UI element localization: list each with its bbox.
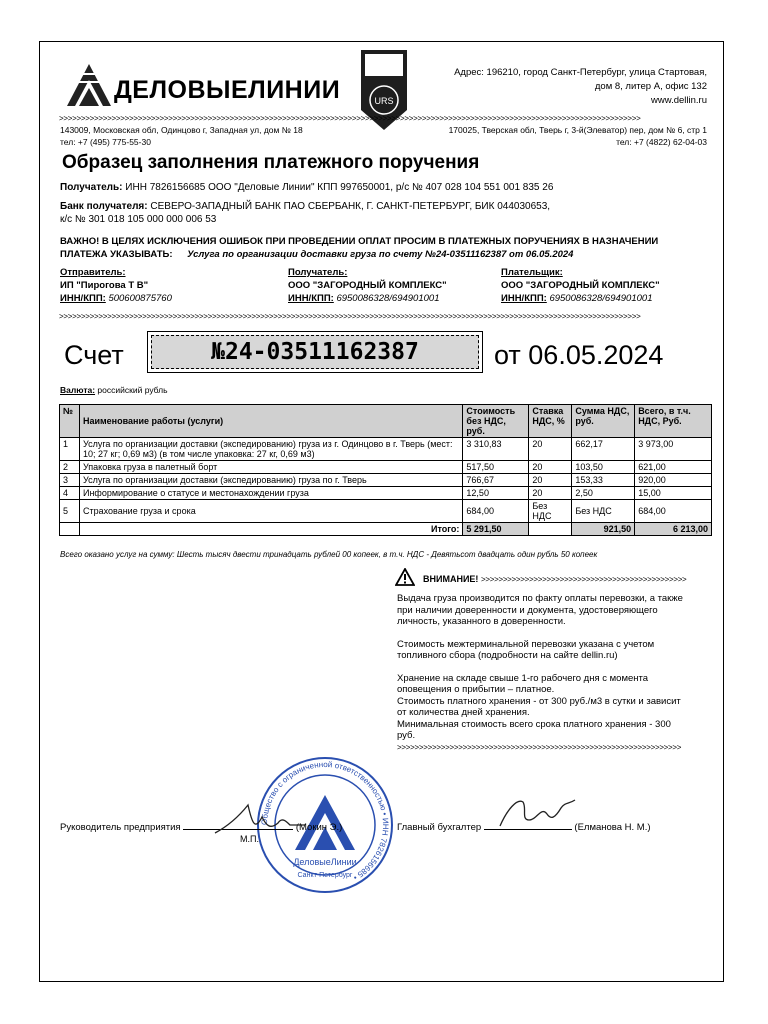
- cell-rate: 20: [529, 474, 572, 487]
- attention-header: [423, 574, 686, 584]
- invoice-date: от 06.05.2024: [494, 340, 664, 370]
- terminal-to-phone: тел: +7 (4822) 62-04-03: [616, 136, 707, 147]
- accountant-label: Главный бухгалтер: [397, 822, 482, 833]
- col-header: Всего, в т.ч. НДС, Руб.: [635, 405, 712, 438]
- col-header: Наименование работы (услуги): [79, 405, 462, 438]
- notice-line: ВАЖНО! В ЦЕЛЯХ ИСКЛЮЧЕНИЯ ОШИБОК ПРИ ПРОВЕДЕНИИ ОПЛАТ ПРОСИМ В ПЛАТЕЖНЫХ ПОРУЧЕНИЯХ В НАЗНАЧЕНИИ: [60, 236, 659, 247]
- accountant-signature-icon: [495, 790, 585, 838]
- cell-num: 2: [60, 461, 80, 474]
- website-link[interactable]: www.dellin.ru: [651, 95, 707, 106]
- separator-arrows: >>>>>>>>>>>>>>>>>>>>>>>>>>>>>>>>>>>>>>>>>>>>>>>>>>>>>>>>>>>>>>>>>: [397, 743, 682, 752]
- invoice-word: Счет: [64, 340, 124, 370]
- cell-service: Информирование о статусе и местонахождении груза: [79, 487, 462, 500]
- col-header: Стоимость без НДС, руб.: [463, 405, 529, 438]
- party-name: ООО "ЗАГОРОДНЫЙ КОМПЛЕКС": [501, 280, 660, 291]
- payment-purpose: Услуга по организации доставки груза по счету №24-03511162387 от 06.05.2024: [187, 249, 574, 260]
- attention-line: личность, указанного в доверенности.: [397, 616, 566, 627]
- currency-label: Валюта:: [60, 385, 96, 395]
- cell-total: 920,00: [635, 474, 712, 487]
- cell-total: 3 973,00: [635, 438, 712, 461]
- terminal-to-address: 170025, Тверская обл, Тверь г, 3-й(Элеватор) пер, дом № 6, стр 1: [448, 125, 707, 135]
- total-net: 5 291,50: [463, 523, 529, 536]
- cell-service: Услуга по организации доставки (экспедированию) груза из г. Одинцово в г. Тверь (мест: 10; 27 кг; 0,69 м3) (в том числе упаковка: 27 кг, 0,69 м3): [79, 438, 462, 461]
- accountant-name: (Елманова Н. М.): [574, 822, 651, 833]
- sum-in-words: Всего оказано услуг на сумму: Шесть тысяч двести тринадцать рублей 00 копеек, в т.ч. НДС - Девятьсот двадцать один рубль 50 копеек: [60, 550, 598, 559]
- attention-label: ВНИМАНИЕ!: [423, 574, 479, 584]
- cell-net: 517,50: [463, 461, 529, 474]
- recipient-details: ИНН 7826156685 ООО "Деловые Линии" КПП 997650001, р/с № 407 028 104 551 001 835 26: [125, 182, 554, 193]
- cell-net: 684,00: [463, 500, 529, 523]
- party-payer: [501, 266, 660, 305]
- col-header: Ставка НДС, %: [529, 405, 572, 438]
- brand-name: ДЕЛОВЫЕЛИНИИ: [114, 76, 341, 104]
- terminal-from-address: 143009, Московская обл, Одинцово г, Западная ул, дом № 18: [60, 125, 303, 135]
- cell-rate: 20: [529, 438, 572, 461]
- company-address: [454, 66, 707, 108]
- cell-net: 3 310,83: [463, 438, 529, 461]
- party-inn-label: ИНН/КПП:: [501, 293, 547, 304]
- stamp-text: Общество с ограниченной ответственностью • ИНН 7826156685 •: [259, 759, 391, 883]
- bank-block: [60, 200, 550, 226]
- services-table: [59, 404, 712, 536]
- attention-line: Минимальная стоимость всего срока платного хранения - 300: [397, 718, 671, 730]
- cell-rate: 20: [529, 487, 572, 500]
- page-title: Образец заполнения платежного поручения: [62, 152, 480, 173]
- total-label: Итого:: [79, 523, 462, 536]
- party-label: Отправитель:: [60, 267, 126, 278]
- cell-num: 4: [60, 487, 80, 500]
- stamp-brand: ДеловыеЛинии: [293, 857, 357, 867]
- col-header: Сумма НДС, руб.: [572, 405, 635, 438]
- cell-net: 766,67: [463, 474, 529, 487]
- address-line: дом 8, литер А, офис 132: [594, 81, 707, 92]
- party-name: ИП "Пирогова Т В": [60, 280, 149, 291]
- cell-net: 12,50: [463, 487, 529, 500]
- stamp-city: Санкт-Петербург: [297, 872, 353, 879]
- party-inn: 6950086328/694901001: [549, 293, 653, 304]
- attention-text: [397, 593, 683, 742]
- separator-arrows: >>>>>>>>>>>>>>>>>>>>>>>>>>>>>>>>>>>>>>>>>>>>>>>>>>>>>>>>>>>>>>>>>>>>>>>>>>>>>>>>>>>>>>>>>>>>>>>>>>>>>>>>>>>>>>>>>>>>>>>>>>>>>>>>>>>>>: [59, 312, 641, 321]
- table-row: [60, 461, 712, 474]
- attention-line: оповещения о прибытии – платное.: [397, 684, 555, 695]
- important-notice: [60, 235, 658, 261]
- invoice-number: №24-03511162387: [151, 335, 479, 369]
- attention-line: руб.: [397, 730, 416, 741]
- party-label: Получатель:: [288, 267, 348, 278]
- totals-row: [60, 523, 712, 536]
- bank-label: Банк получателя:: [60, 201, 148, 212]
- terminal-from: [60, 125, 303, 148]
- currency-line: [60, 385, 168, 395]
- bank-corr-account: к/с № 301 018 105 000 000 006 53: [60, 214, 217, 225]
- cell-service: Упаковка груза в палетный борт: [79, 461, 462, 474]
- currency-value: российский рубль: [97, 385, 168, 395]
- party-inn: 6950086328/694901001: [336, 293, 440, 304]
- cell-vat: Без НДС: [572, 500, 635, 523]
- total-vat: 921,50: [572, 523, 635, 536]
- table-row: [60, 500, 712, 523]
- table-row: [60, 438, 712, 461]
- cell-total: 684,00: [635, 500, 712, 523]
- svg-text:URS: URS: [374, 96, 394, 106]
- bank-details: СЕВЕРО-ЗАПАДНЫЙ БАНК ПАО СБЕРБАНК, Г. САНКТ-ПЕТЕРБУРГ, БИК 044030653,: [150, 201, 551, 212]
- party-inn: 500600875760: [108, 293, 172, 304]
- warning-icon: [395, 568, 415, 586]
- recipient-label: Получатель:: [60, 182, 123, 193]
- attention-line: Хранение на складе свыше 1-го рабочего дня с момента: [397, 672, 649, 684]
- cell-num: 3: [60, 474, 80, 487]
- cell-service: Страхование груза и срока: [79, 500, 462, 523]
- party-recipient: [288, 266, 447, 305]
- separator-arrows: >>>>>>>>>>>>>>>>>>>>>>>>>>>>>>>>>>>>>>>>>>>>>>>>>>>>>>>>>>>>>>>>>>>>>>>>>>>>>>>>>>>>>>>>>>>>>>>>>>>>>>>>>>>>>>>>>>>>>>>>>>>>>>>>>>>>>: [59, 114, 641, 123]
- attention-line: топливного сбора (подробности на сайте dellin.ru): [397, 650, 618, 661]
- attention-line: при наличии доверенности и документа, удостоверяющего: [397, 604, 658, 616]
- table-row: [60, 487, 712, 500]
- table-row: [60, 474, 712, 487]
- recipient-line: [60, 181, 553, 194]
- cell-rate: Без НДС: [529, 500, 572, 523]
- col-header: №: [60, 405, 80, 438]
- mp-label: М.П.: [240, 834, 259, 844]
- cell-vat: 662,17: [572, 438, 635, 461]
- cell-total: 621,00: [635, 461, 712, 474]
- total-all: 6 213,00: [635, 523, 712, 536]
- head-signature-icon: [210, 795, 310, 845]
- terminal-to: [449, 125, 707, 148]
- invoice-number-box: [147, 331, 483, 373]
- attention-line: Стоимость межтерминальной перевозки указана с учетом: [397, 638, 655, 650]
- head-name: (Мокин Э.): [295, 822, 343, 833]
- party-label: Плательщик:: [501, 267, 563, 278]
- notice-line: ПЛАТЕЖА УКАЗЫВАТЬ:: [60, 249, 173, 260]
- attention-line: от количества дней хранения.: [397, 707, 530, 718]
- party-sender: [60, 266, 172, 305]
- cell-vat: 153,33: [572, 474, 635, 487]
- party-inn-label: ИНН/КПП:: [60, 293, 106, 304]
- cell-rate: 20: [529, 461, 572, 474]
- cell-service: Услуга по организации доставки (экспедированию) груза по г. Тверь: [79, 474, 462, 487]
- cell-num: 5: [60, 500, 80, 523]
- cell-vat: 2,50: [572, 487, 635, 500]
- attention-line: Выдача груза производится по факту оплаты перевозки, а также: [397, 593, 683, 604]
- terminal-from-phone: тел: +7 (495) 775-55-30: [60, 136, 151, 147]
- cell-total: 15,00: [635, 487, 712, 500]
- cell-num: 1: [60, 438, 80, 461]
- separator-arrows: >>>>>>>>>>>>>>>>>>>>>>>>>>>>>>>>>>>>>>>>>>>>>>>: [480, 575, 687, 584]
- cell-vat: 103,50: [572, 461, 635, 474]
- address-line: Адрес: 196210, город Санкт-Петербург, улица Стартовая,: [454, 67, 707, 78]
- head-label: Руководитель предприятия: [60, 822, 181, 833]
- attention-line: Стоимость платного хранения - от 300 руб./м3 в сутки и зависит: [397, 695, 681, 707]
- party-inn-label: ИНН/КПП:: [288, 293, 334, 304]
- party-name: ООО "ЗАГОРОДНЫЙ КОМПЛЕКС": [288, 280, 447, 291]
